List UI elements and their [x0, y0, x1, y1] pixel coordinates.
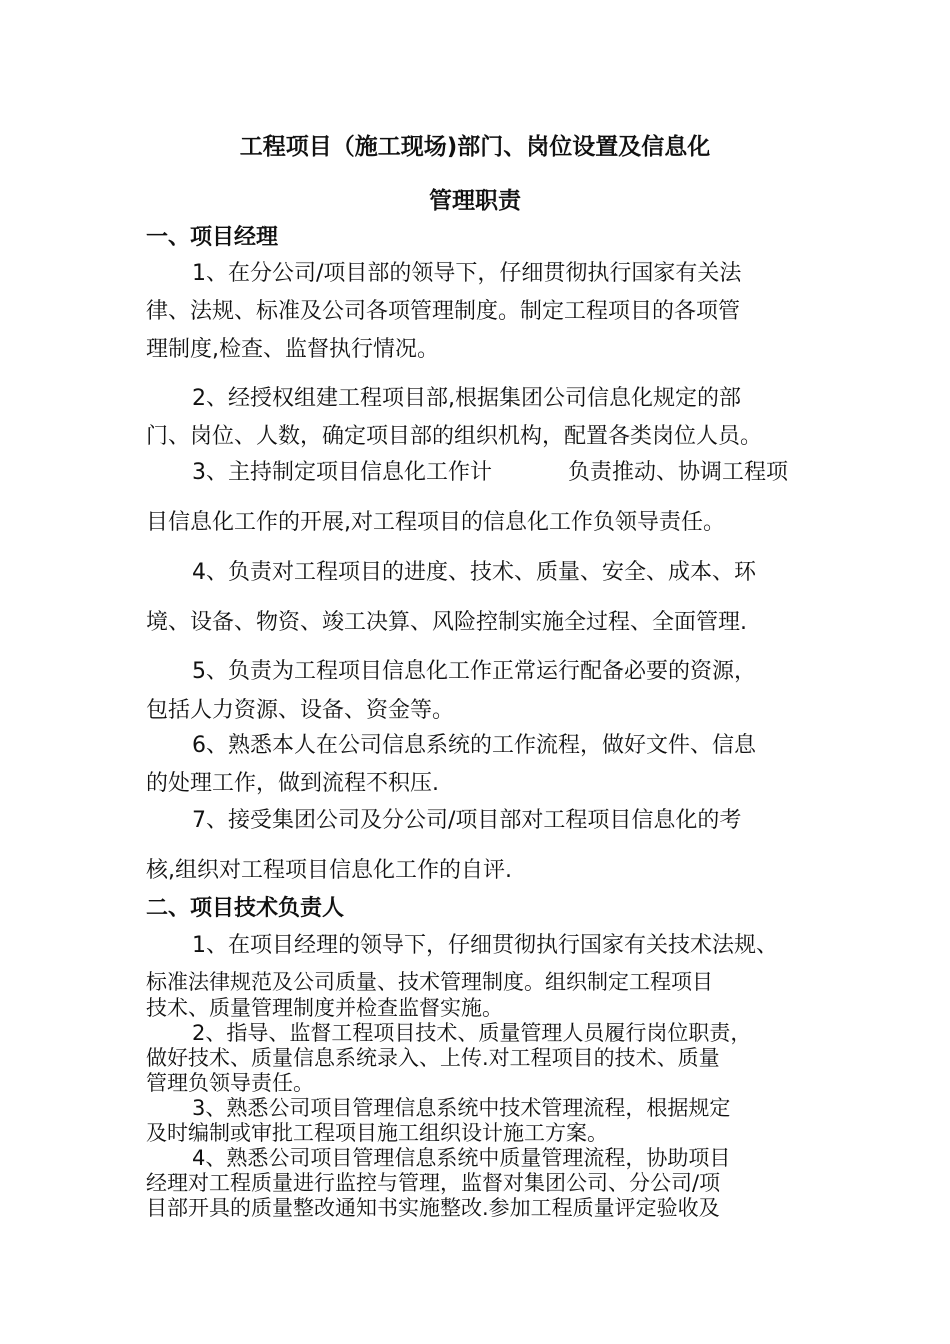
section-heading-technical-lead: 二、项目技术负责人 [146, 896, 345, 921]
section-heading-project-manager: 一、项目经理 [146, 225, 279, 250]
paragraph-line: 包括人力资源、设备、资金等。 [146, 698, 455, 723]
paragraph-line: 2、指导、监督工程项目技术、质量管理人员履行岗位职责， [192, 1021, 752, 1045]
paragraph-line: 核,组织对工程项目信息化工作的自评. [146, 858, 512, 883]
paragraph-line: 管理负领导责任。 [146, 1071, 314, 1095]
paragraph-line: 负责推动、协调工程项 [568, 460, 789, 485]
paragraph-line: 境、设备、物资、竣工决算、风险控制实施全过程、全面管理. [146, 610, 747, 635]
paragraph-line: 理制度,检查、监督执行情况。 [146, 337, 439, 362]
paragraph-line: 门、岗位、人数，确定项目部的组织机构，配置各类岗位人员。 [146, 424, 763, 449]
paragraph-line: 3、主持制定项目信息化工作计 [192, 460, 492, 485]
paragraph-line: 做好技术、质量信息系统录入、上传.对工程项目的技术、质量 [146, 1046, 720, 1070]
paragraph-line: 3、熟悉公司项目管理信息系统中技术管理流程，根据规定 [192, 1096, 731, 1120]
document-title-line-2: 管理职责 [429, 188, 521, 214]
paragraph-line: 1、在分公司/项目部的领导下，仔细贯彻执行国家有关法 [192, 261, 742, 286]
paragraph-line: 的处理工作，做到流程不积压. [146, 771, 439, 796]
paragraph-line: 7、接受集团公司及分公司/项目部对工程项目信息化的考 [192, 808, 742, 833]
paragraph-line: 5、负责为工程项目信息化工作正常运行配备必要的资源， [192, 659, 756, 684]
paragraph-line: 技术、质量管理制度并检查监督实施。 [146, 996, 503, 1020]
paragraph-line: 经理对工程质量进行监控与管理，监督对集团公司、分公司/项 [146, 1171, 721, 1195]
paragraph-line: 4、负责对工程项目的进度、技术、质量、安全、成本、环 [192, 560, 756, 585]
paragraph-line: 目部开具的质量整改通知书实施整改.参加工程质量评定验收及 [146, 1196, 720, 1220]
document-title-line-1: 工程项目（施工现场)部门、岗位设置及信息化 [239, 134, 711, 160]
paragraph-line: 6、熟悉本人在公司信息系统的工作流程，做好文件、信息 [192, 733, 756, 758]
paragraph-line: 及时编制或审批工程项目施工组织设计施工方案。 [146, 1121, 608, 1145]
paragraph-line: 4、熟悉公司项目管理信息系统中质量管理流程，协助项目 [192, 1146, 731, 1170]
paragraph-line: 2、经授权组建工程项目部,根据集团公司信息化规定的部 [192, 386, 741, 411]
paragraph-line: 1、在项目经理的领导下，仔细贯彻执行国家有关技术法规、 [192, 933, 778, 958]
paragraph-line: 标准法律规范及公司质量、技术管理制度。组织制定工程项目 [146, 970, 713, 994]
paragraph-line: 律、法规、标准及公司各项管理制度。制定工程项目的各项管 [146, 299, 741, 324]
paragraph-line: 目信息化工作的开展,对工程项目的信息化工作负领导责任。 [146, 510, 725, 535]
